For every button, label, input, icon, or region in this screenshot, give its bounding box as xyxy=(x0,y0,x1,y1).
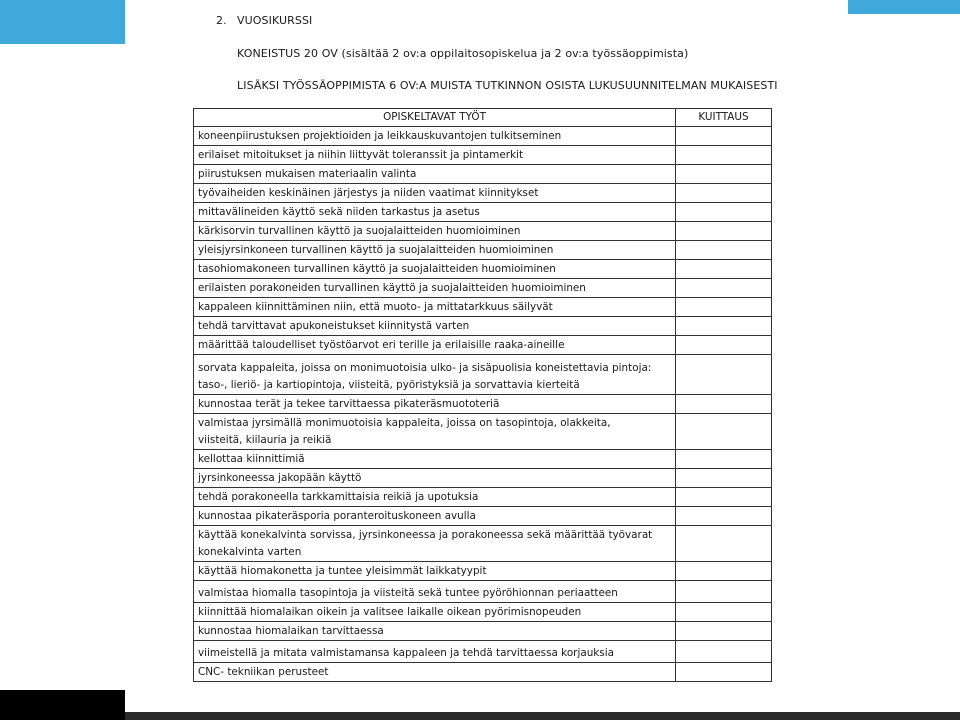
task-cell xyxy=(194,355,676,395)
task-text: mittavälineiden käyttö sekä niiden tarkastus ja asetus xyxy=(198,206,480,218)
task-cell xyxy=(194,127,676,146)
accent-bar-top-right xyxy=(848,0,960,14)
table-row xyxy=(194,222,772,241)
task-cell xyxy=(194,241,676,260)
task-cell xyxy=(194,562,676,581)
table-row xyxy=(194,336,772,355)
task-text: piirustuksen mukaisen materiaalin valinta xyxy=(198,168,417,180)
acknowledgement-cell[interactable] xyxy=(676,127,772,146)
task-text: kunnostaa pikateräsporia poranteroituskoneen avulla xyxy=(198,510,476,522)
table-row xyxy=(194,241,772,260)
subtitle-credits: KONEISTUS 20 OV (sisältää 2 ov:a oppilaitosopiskelua ja 2 ov:a työssäoppimista) xyxy=(237,47,689,60)
task-text: koneenpiirustuksen projektioiden ja leikkauskuvantojen tulkitseminen xyxy=(198,130,562,142)
task-cell xyxy=(194,260,676,279)
acknowledgement-cell[interactable] xyxy=(676,298,772,317)
table-row xyxy=(194,395,772,414)
task-cell xyxy=(194,469,676,488)
task-text: viimeistellä ja mitata valmistamansa kappaleen ja tehdä tarvittaessa korjauksia xyxy=(198,647,614,659)
acknowledgement-cell[interactable] xyxy=(676,395,772,414)
accent-bar-top-left xyxy=(0,0,125,44)
task-text: kellottaa kiinnittimiä xyxy=(198,453,305,465)
table-header-row xyxy=(194,109,772,127)
task-cell xyxy=(194,641,676,663)
table-row xyxy=(194,581,772,603)
task-text: kunnostaa terät ja tekee tarvittaessa pikateräsmuototeriä xyxy=(198,398,500,410)
acknowledgement-cell[interactable] xyxy=(676,414,772,450)
section-title: VUOSIKURSSI xyxy=(237,14,313,27)
acknowledgement-cell[interactable] xyxy=(676,146,772,165)
task-text: taso-, lieriö- ja kartiopintoja, viisteitä, pyöristyksiä ja sorvattavia kierteitä xyxy=(198,379,580,391)
task-cell xyxy=(194,507,676,526)
task-text: kiinnittää hiomalaikan oikein ja valitsee laikalle oikean pyörimisnopeuden xyxy=(198,606,582,618)
acknowledgement-cell[interactable] xyxy=(676,581,772,603)
task-text: kappaleen kiinnittäminen niin, että muoto- ja mittatarkkuus säilyvät xyxy=(198,301,553,313)
table-row xyxy=(194,603,772,622)
task-text: tehdä porakoneella tarkkamittaisia reikiä ja upotuksia xyxy=(198,491,479,503)
table-row xyxy=(194,488,772,507)
task-cell xyxy=(194,603,676,622)
task-text: konekalvinta varten xyxy=(198,546,302,558)
task-cell xyxy=(194,336,676,355)
task-cell xyxy=(194,622,676,641)
acknowledgement-cell[interactable] xyxy=(676,222,772,241)
table-body xyxy=(194,127,772,682)
acknowledgement-cell[interactable] xyxy=(676,336,772,355)
table-row xyxy=(194,414,772,450)
table-row xyxy=(194,184,772,203)
acknowledgement-cell[interactable] xyxy=(676,317,772,336)
table-row xyxy=(194,450,772,469)
table-row xyxy=(194,165,772,184)
task-text: tasohiomakoneen turvallinen käyttö ja suojalaitteiden huomioiminen xyxy=(198,263,556,275)
task-cell xyxy=(194,317,676,336)
task-cell xyxy=(194,146,676,165)
table-row xyxy=(194,355,772,395)
table-row xyxy=(194,279,772,298)
task-text: valmistaa hiomalla tasopintoja ja viisteitä sekä tuntee pyöröhionnan periaatteen xyxy=(198,587,618,599)
task-text: erilaiset mitoitukset ja niihin liittyvät toleranssit ja pintamerkit xyxy=(198,149,524,161)
task-text: käyttää konekalvinta sorvissa, jyrsinkoneessa ja porakoneessa sekä määrittää työvarat xyxy=(198,529,653,541)
task-text: tehdä tarvittavat apukoneistukset kiinnitystä varten xyxy=(198,320,470,332)
table-row xyxy=(194,526,772,562)
study-task-table xyxy=(193,108,772,682)
task-cell xyxy=(194,298,676,317)
acknowledgement-cell[interactable] xyxy=(676,241,772,260)
table-row xyxy=(194,127,772,146)
task-cell xyxy=(194,488,676,507)
task-cell xyxy=(194,450,676,469)
acknowledgement-cell[interactable] xyxy=(676,469,772,488)
table-row xyxy=(194,622,772,641)
task-cell xyxy=(194,581,676,603)
acknowledgement-cell[interactable] xyxy=(676,488,772,507)
acknowledgement-cell[interactable] xyxy=(676,562,772,581)
task-text: valmistaa jyrsimällä monimuotoisia kappaleita, joissa on tasopintoja, olakkeita, xyxy=(198,417,611,429)
table-row xyxy=(194,507,772,526)
acknowledgement-cell[interactable] xyxy=(676,203,772,222)
task-text: erilaisten porakoneiden turvallinen käyttö ja suojalaitteiden huomioiminen xyxy=(198,282,586,294)
table-row xyxy=(194,663,772,682)
acknowledgement-cell[interactable] xyxy=(676,450,772,469)
header-acknowledgement: KUITTAUS xyxy=(676,109,772,127)
acknowledgement-cell[interactable] xyxy=(676,279,772,298)
task-text: määrittää taloudelliset työstöarvot eri terille ja erilaisille raaka-aineille xyxy=(198,339,565,351)
table-row xyxy=(194,641,772,663)
acknowledgement-cell[interactable] xyxy=(676,603,772,622)
left-margin xyxy=(0,44,125,690)
task-text: kunnostaa hiomalaikan tarvittaessa xyxy=(198,625,384,637)
footer-block-left xyxy=(0,690,125,720)
acknowledgement-cell[interactable] xyxy=(676,663,772,682)
table-row xyxy=(194,298,772,317)
task-text: kärkisorvin turvallinen käyttö ja suojalaitteiden huomioiminen xyxy=(198,225,521,237)
table-row xyxy=(194,203,772,222)
table-row xyxy=(194,562,772,581)
task-text: sorvata kappaleita, joissa on monimuotoisia ulko- ja sisäpuolisia koneistettavia pintoja: xyxy=(198,362,652,374)
task-cell xyxy=(194,526,676,562)
task-cell xyxy=(194,184,676,203)
task-text: viisteitä, kiilauria ja reikiä xyxy=(198,434,332,446)
task-text: yleisjyrsinkoneen turvallinen käyttö ja suojalaitteiden huomioiminen xyxy=(198,244,554,256)
table-row xyxy=(194,317,772,336)
acknowledgement-cell[interactable] xyxy=(676,184,772,203)
table-row xyxy=(194,260,772,279)
task-cell xyxy=(194,663,676,682)
section-number: 2. xyxy=(216,14,227,27)
task-text: työvaiheiden keskinäinen järjestys ja niiden vaatimat kiinnitykset xyxy=(198,187,539,199)
task-text: jyrsinkoneessa jakopään käyttö xyxy=(198,472,362,484)
task-cell xyxy=(194,203,676,222)
task-cell xyxy=(194,279,676,298)
acknowledgement-cell[interactable] xyxy=(676,622,772,641)
task-cell xyxy=(194,414,676,450)
acknowledgement-cell[interactable] xyxy=(676,355,772,395)
task-cell xyxy=(194,395,676,414)
task-cell xyxy=(194,222,676,241)
acknowledgement-cell[interactable] xyxy=(676,165,772,184)
subtitle-additional: LISÄKSI TYÖSSÄOPPIMISTA 6 OV:A MUISTA TUTKINNON OSISTA LUKUSUUNNITELMAN MUKAISESTI xyxy=(237,79,778,92)
task-cell xyxy=(194,165,676,184)
acknowledgement-cell[interactable] xyxy=(676,507,772,526)
header-tasks: OPISKELTAVAT TYÖT xyxy=(194,109,676,127)
footer-bar xyxy=(125,712,960,720)
task-text: käyttää hiomakonetta ja tuntee yleisimmät laikkatyypit xyxy=(198,565,487,577)
acknowledgement-cell[interactable] xyxy=(676,641,772,663)
task-text: CNC- tekniikan perusteet xyxy=(198,666,329,678)
table-row xyxy=(194,469,772,488)
acknowledgement-cell[interactable] xyxy=(676,526,772,562)
acknowledgement-cell[interactable] xyxy=(676,260,772,279)
table-row xyxy=(194,146,772,165)
